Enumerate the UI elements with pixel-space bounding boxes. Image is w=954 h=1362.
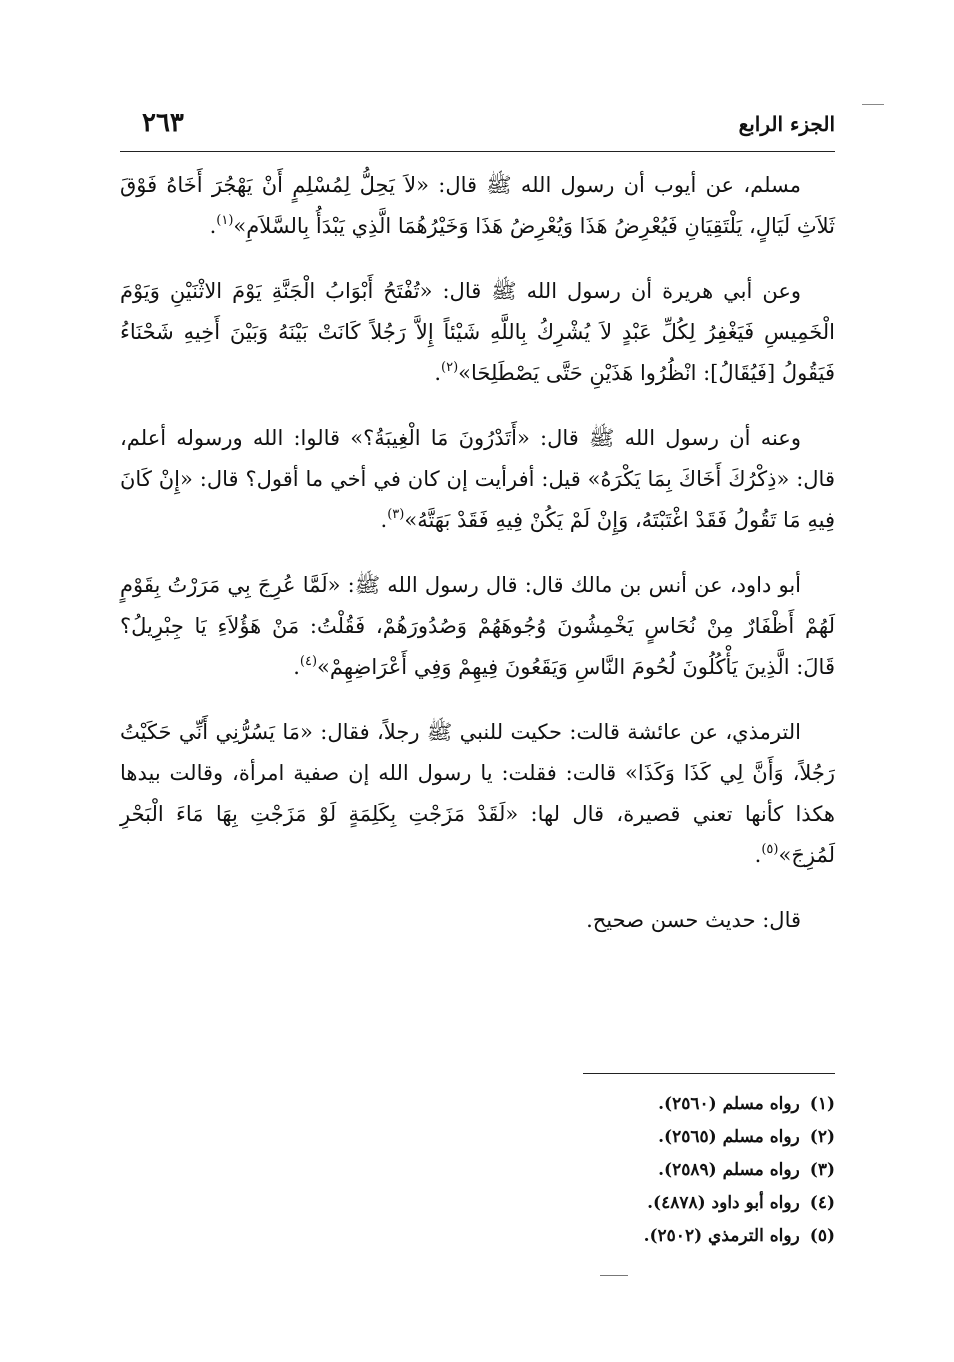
footnote-number: (٤) — [809, 1193, 835, 1213]
bottom-mark — [600, 1275, 628, 1276]
footnote-ref: (٥) — [761, 842, 779, 857]
footnote-3 — [420, 1154, 835, 1187]
page-number: ٢٦٣ — [142, 108, 184, 138]
paragraph-lead: مسلم، عن أيوب أن رسول الله ﷺ قال: — [429, 173, 802, 197]
paragraph-1 — [120, 165, 835, 247]
paragraph-6 — [120, 900, 835, 941]
footnote-number: (٥) — [809, 1226, 835, 1246]
footnote-2 — [420, 1121, 835, 1154]
footnote-ref: (٣) — [387, 507, 405, 522]
footnote-text: رواه مسلم (٢٥٨٩). — [658, 1160, 800, 1180]
paragraph-lead: الترمذي، عن عائشة قالت: حكيت للنبي ﷺ رجلاً، فقال: — [312, 720, 801, 744]
footnote-number: (١) — [809, 1094, 835, 1114]
header-rule — [120, 151, 835, 152]
paragraph-tail: . — [380, 508, 388, 532]
hadith-quote: «لَمَّا عُرِجَ بِي مَرَرْتُ بِقَوْمٍ لَهُمْ أَظْفَارٌ مِنْ نُحَاسٍ يَخْمِشُونَ وُجُوهَهُمْ وَصُدُورَهُمْ، فَقُلْتُ: مَنْ هَؤُلاَءِ يَا جِبْرِيلُ؟ قَالَ: الَّذِينَ يَأْكُلُونَ لُحُومَ النَّاسِ وَيَقَعُونَ فِيهِمْ وَفِي أَعْرَاضِهِمْ» — [120, 573, 835, 679]
paragraph-5 — [120, 712, 835, 876]
paragraph-lead: قال: حديث حسن صحيح. — [586, 908, 801, 932]
paragraph-2 — [120, 271, 835, 394]
paragraph-lead: أبو داود، عن أنس بن مالك قال: قال رسول الله ﷺ: — [340, 573, 801, 597]
footnote-1 — [420, 1088, 835, 1121]
footnote-number: (٣) — [809, 1160, 835, 1180]
hadith-quote: «لاَ يَحِلُّ لِمُسْلِمٍ أَنْ يَهْجُرَ أَخَاهُ فَوْقَ ثَلاَثِ لَيَالٍ، يَلْتَقِيَانِ فَيُعْرِضُ هَذَا وَيُعْرِضُ هَذَا وَخَيْرُهُمَا الَّذِي يَبْدَأُ بِالسَّلاَمِ» — [120, 173, 835, 238]
footnotes — [420, 1088, 835, 1253]
footnote-rule — [583, 1073, 835, 1074]
paragraph-tail: . — [754, 843, 762, 867]
paragraph-4 — [120, 565, 835, 688]
paragraph-tail: . — [293, 655, 300, 679]
hadith-quote: «مَا يَسُرُّنِي أَنِّي حَكَيْتُ رَجُلاً، وَأَنَّ لِي كَذَا وَكَذَا» قالت: فقلت: يا رسول الله إن صفية امرأة، وقالت بيدها هكذا كأنها تعني قصيرة، قال لها: «لَقَدْ مَزَجْتِ بِكَلِمَةٍ لَوْ مَزَجْتِ بِهَا مَاءَ الْبَحْرِ لَمُزِجَ» — [120, 720, 835, 867]
footnote-text: رواه الترمذي (٢٥٠٢). — [643, 1226, 800, 1246]
header-title: الجزء الرابع — [738, 112, 835, 136]
footnote-ref: (١) — [216, 213, 234, 228]
footnote-ref: (٢) — [441, 360, 459, 375]
paragraph-lead: وعنه أن رسول الله ﷺ قال: — [529, 426, 801, 450]
footnote-text: رواه أبو داود (٤٨٧٨). — [647, 1193, 800, 1213]
hadith-quote: «أَتَدْرُونَ مَا الْغِيبَةُ؟» قالوا: الله ورسوله أعلم، قال: «ذِكْرُكَ أَخَاكَ بِمَا يَكْرَهُ» قيل: أفرأيت إن كان في أخي ما أقول؟ قال: «إِنْ كَانَ فِيهِ مَا تَقُولُ فَقَدْ اغْتَبْتَهُ، وَإِنْ لَمْ يَكُنْ فِيهِ فَقَدْ بَهَتَّهُ» — [120, 426, 835, 532]
footnote-ref: (٤) — [299, 654, 318, 669]
footnote-text: رواه مسلم (٢٥٦٥). — [658, 1127, 800, 1147]
body-text — [120, 165, 835, 949]
paragraph-lead: وعن أبي هريرة أن رسول الله ﷺ قال: — [432, 279, 801, 303]
footnote-number: (٢) — [809, 1127, 835, 1147]
footnote-4 — [420, 1187, 835, 1220]
footnote-text: رواه مسلم (٢٥٦٠). — [658, 1094, 800, 1114]
footnote-5 — [420, 1220, 835, 1253]
hadith-quote: «تُفْتَحُ أَبْوَابُ الْجَنَّةِ يَوْمَ الاثْنَيْنِ وَيَوْمَ الْخَمِيسِ فَيَغْفِرُ لِكُلِّ عَبْدٍ لاَ يُشْرِكُ بِاللَّهِ شَيْئاً إِلاَّ رَجُلاً كَانَتْ بَيْنَهُ وَبَيْنَ أَخِيهِ شَحْنَاءُ فَيَقُولُ [فَيُقَالُ]: انْظُرُوا هَذَيْنِ حَتَّى يَصْطَلِحَا» — [120, 279, 835, 385]
corner-mark — [862, 104, 884, 105]
paragraph-tail: . — [434, 361, 441, 385]
paragraph-3 — [120, 418, 835, 541]
running-header — [120, 108, 835, 148]
paragraph-tail: . — [209, 214, 217, 238]
